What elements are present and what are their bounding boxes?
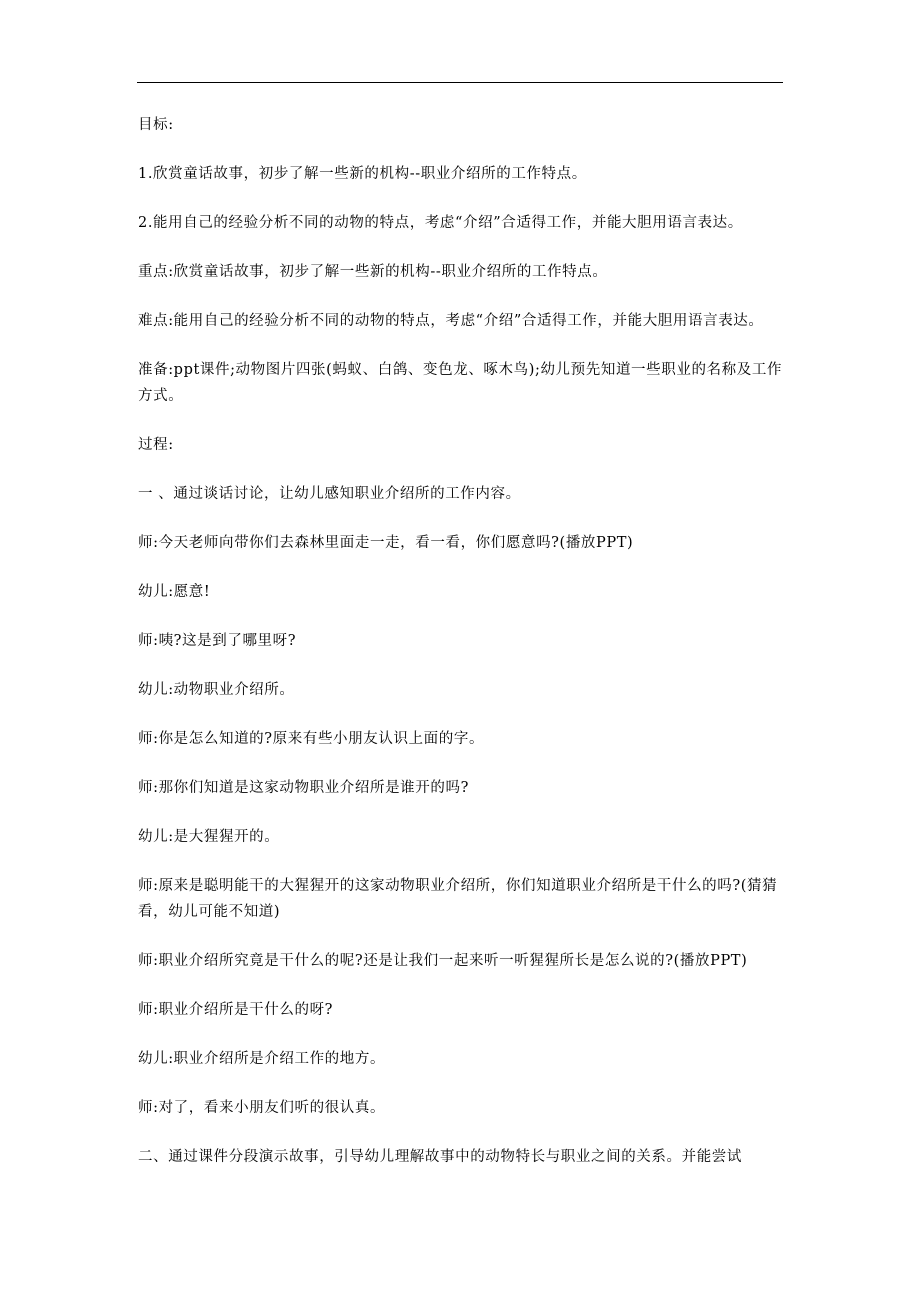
dialogue-line: 幼儿:愿意! xyxy=(138,584,211,600)
paragraph-key-point: 重点:欣赏童话故事，初步了解一些新的机构--职业介绍所的工作特点。 xyxy=(138,264,608,280)
paragraph-section-1: 一 、通过谈话讨论，让幼儿感知职业介绍所的工作内容。 xyxy=(138,486,521,502)
dialogue-line: 师:原来是聪明能干的大猩猩开的这家动物职业介绍所，你们知道职业介绍所是干什么的吗?(猜猜看，幼儿可能不知道) xyxy=(138,878,778,920)
document-body xyxy=(138,112,786,1193)
dialogue-line: 幼儿:职业介绍所是介绍工作的地方。 xyxy=(138,1051,386,1067)
dialogue-line: 师:对了，看来小朋友们听的很认真。 xyxy=(138,1100,386,1116)
paragraph-process-heading: 过程: xyxy=(138,437,174,453)
dialogue-line: 师:今天老师向带你们去森林里面走一走，看一看，你们愿意吗?(播放PPT) xyxy=(138,535,634,551)
dialogue-line: 师:职业介绍所是干什么的呀? xyxy=(138,1002,334,1018)
dialogue-line: 师:你是怎么知道的?原来有些小朋友认识上面的字。 xyxy=(138,731,485,747)
dialogue-line: 师:那你们知道是这家动物职业介绍所是谁开的吗? xyxy=(138,780,469,796)
dialogue-line: 师:咦?这是到了哪里呀? xyxy=(138,633,297,649)
paragraph-goal-2: 2.能用自己的经验分析不同的动物的特点，考虑“介绍”合适得工作，并能大胆用语言表达。 xyxy=(138,215,743,231)
paragraph-preparation: 准备:ppt课件;动物图片四张(蚂蚁、白鸽、变色龙、啄木鸟);幼儿预先知道一些职业的名称及工作方式。 xyxy=(138,362,783,404)
dialogue-line: 幼儿:是大猩猩开的。 xyxy=(138,829,280,845)
dialogue-line: 师:职业介绍所究竟是干什么的呢?还是让我们一起来听一听猩猩所长是怎么说的?(播放PPT) xyxy=(138,953,748,969)
paragraph-difficulty: 难点:能用自己的经验分析不同的动物的特点，考虑“介绍”合适得工作，并能大胆用语言表达。 xyxy=(138,313,764,329)
dialogue-line: 幼儿:动物职业介绍所。 xyxy=(138,682,295,698)
paragraph-goal-1: 1.欣赏童话故事，初步了解一些新的机构--职业介绍所的工作特点。 xyxy=(138,166,587,182)
header-rule xyxy=(137,82,783,83)
paragraph-goal-heading: 目标: xyxy=(138,117,174,133)
paragraph-section-2: 二、通过课件分段演示故事，引导幼儿理解故事中的动物特长与职业之间的关系。并能尝试 xyxy=(138,1149,742,1165)
